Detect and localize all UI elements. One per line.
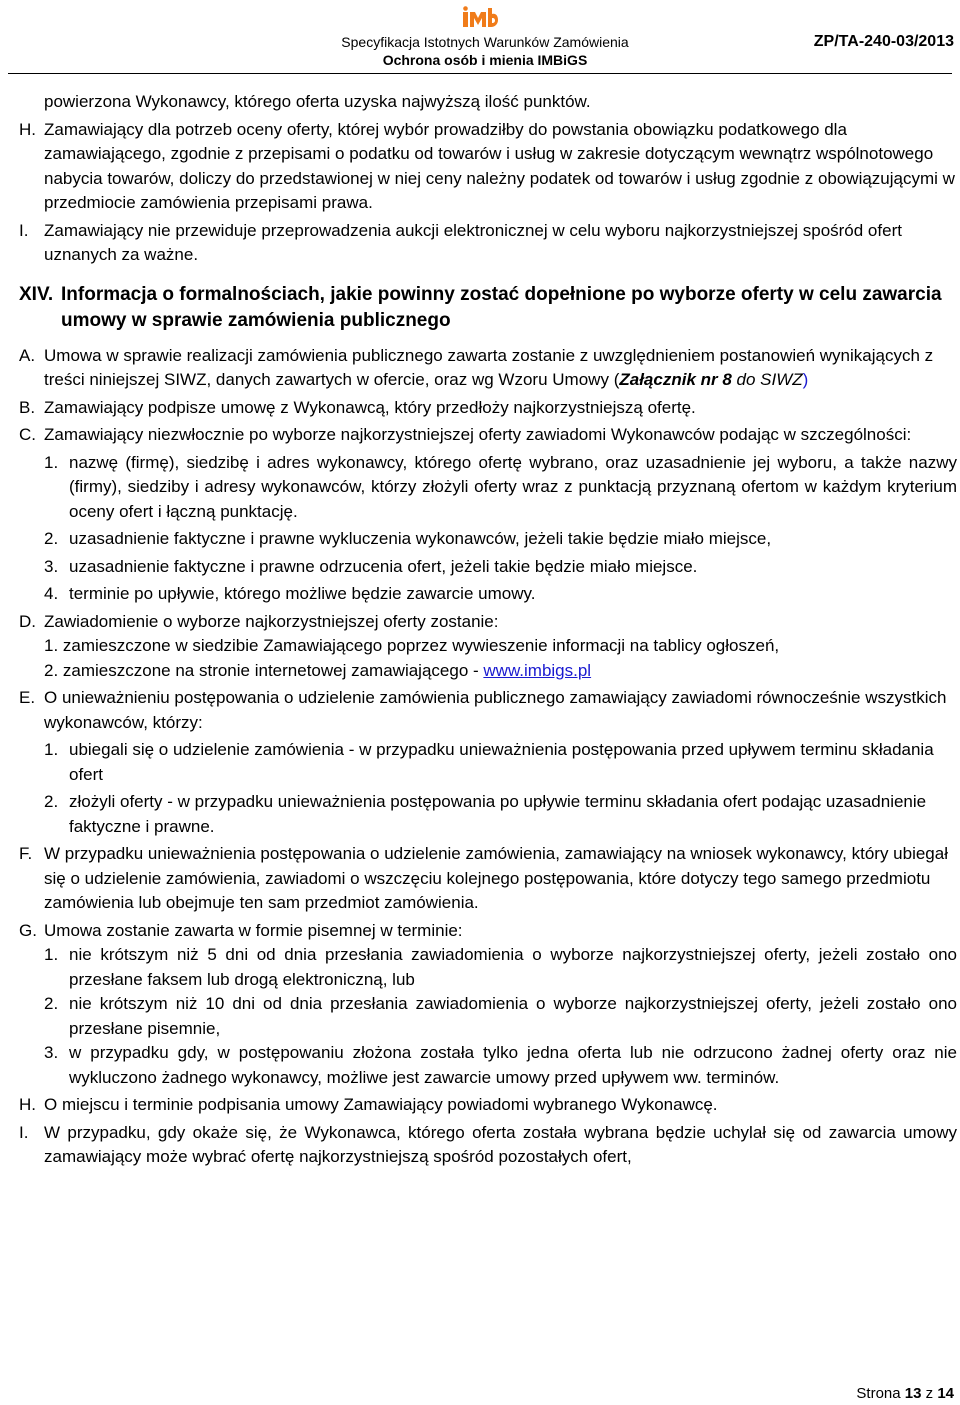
section-heading [19, 282, 957, 334]
website-link[interactable]: www.imbigs.pl [483, 660, 592, 680]
item-i2: I. W przypadku, gdy okaże się, że Wykonawca, którego oferta została wybrana będzie uchylał się od zawarcia umowy zamawiający może wybrać ofertę najkorzystniejszą spośród pozostałych ofert, [19, 1122, 957, 1166]
document-body [19, 90, 957, 1170]
item-label: C. [19, 425, 36, 444]
item-d: D. Zawiadomienie o wyborze najkorzystniejszej oferty zostanie: [19, 610, 957, 635]
item-label: H. [19, 119, 36, 139]
list-item: 2. nie krótszym niż 10 dni od dnia przesłania zawiadomienia o wyborze najkorzystniejszej oferty, jeżeli zostało ono przesłane pisemnie, [44, 994, 957, 1038]
item-label: I. [19, 220, 29, 240]
header-title: Specyfikacja Istotnych Warunków Zamówienia [341, 34, 629, 50]
section-number: XIV. [19, 283, 54, 305]
list-item: 4. terminie po upływie, którego możliwe będzie zawarcie umowy. [44, 584, 536, 603]
list-item: 1. zamieszczone w siedzibie Zamawiającego poprzez wywieszenie informacji na tablicy ogłoszeń, [44, 636, 780, 655]
intro-line: powierzona Wykonawcy, którego oferta uzyska najwyższą ilość punktów. [44, 92, 591, 111]
item-text: Zamawiający dla potrzeb oceny oferty, której wybór prowadziłby do powstania obowiązku podatkowego dla zamawiającego, zgodnie z przepisami o podatku od towarów i usług w zakresie dotyczącym wewnątrz wspólnotowego nabycia towarów, doliczy do przedstawionej w niej ceny należny podatek od towarów i usług zgodnie z obowiązującymi w przedmiocie zamówienia przepisami prawa. [44, 119, 955, 212]
item-label: I. [19, 1122, 29, 1142]
page-separator: z [925, 1385, 934, 1402]
list-item: 3. uzasadnienie faktyczne i prawne odrzucenia ofert, jeżeli takie będzie miało miejsce. [44, 556, 698, 576]
page-footer [856, 1385, 954, 1402]
page-total: 14 [937, 1385, 954, 1402]
list-item: 1. nie krótszym niż 5 dni od dnia przesłania zawiadomienia o wyborze najkorzystniejszej oferty, jeżeli zostało ono przesłane faksem lub drogą elektroniczną, lub [44, 945, 957, 989]
item-i [19, 219, 957, 268]
page-header [0, 0, 960, 75]
header-reference: ZP/TA-240-03/2013 [813, 33, 954, 50]
item-label: H. [19, 1095, 36, 1114]
item-label: G. [19, 920, 37, 940]
page-current: 13 [904, 1385, 922, 1402]
list-item: 2. złożyli oferty - w przypadku unieważnienia postępowania po upływie terminu składania ofert podając uzasadnienie faktyczne i prawne. [44, 792, 927, 836]
header-subtitle: Ochrona osób i mienia IMBiGS [382, 52, 588, 68]
item-b: B. Zamawiający podpisze umowę z Wykonawcą, który przedłoży najkorzystniejszą ofertę. [19, 396, 957, 421]
item-g: G. Umowa zostanie zawarta w formie pisemnej w terminie: [19, 919, 957, 944]
page-word: Strona [856, 1385, 901, 1402]
item-a: A. Umowa w sprawie realizacji zamówienia publicznego zawarta zostanie z uwzględnieniem postanowień wynikających z treści niniejszej SIWZ, danych zawartych w ofercie, oraz wg Wzoru Umowy (Załącznik nr 8 do SIWZ) [19, 345, 934, 389]
item-label: F. [19, 844, 33, 863]
list-item: 3. w przypadku gdy, w postępowaniu złożona została tylko jedna oferta lub nie odrzucono żadnej oferty oraz nie wykluczono żadnego wykonawcy, możliwe jest zawarcie umowy przed upływem ww. terminów. [44, 1043, 957, 1087]
item-label: E. [19, 688, 36, 707]
item-label: A. [19, 345, 36, 365]
list-item: 2. uzasadnienie faktyczne i prawne wykluczenia wykonawców, jeżeli takie będzie miało miejsce, [44, 529, 772, 548]
header-divider [8, 73, 952, 74]
item-h [19, 118, 957, 216]
imb-logo-icon [462, 6, 498, 28]
item-label: D. [19, 611, 36, 631]
item-f: F. W przypadku unieważnienia postępowania o udzielenie zamówienia, zamawiający na wniosek wykonawcy, który ubiegał się o udzielenie zamówienia, zawiadomi o wszczęciu kolejnego postępowania, które dotyczy tego samego przedmiotu zamówienia lub obejmuje ten sam przedmiot zamówienia. [19, 844, 948, 912]
attachment-reference: Załącznik nr 8 [619, 370, 732, 389]
item-text: Zamawiający nie przewiduje przeprowadzenia aukcji elektronicznej w celu wyboru najkorzystniejszej spośród ofert uznanych za ważne. [44, 220, 902, 264]
item-e: E. O unieważnieniu postępowania o udzielenie zamówienia publicznego zamawiający zawiadomi równocześnie wszystkich wykonawców, którzy: [19, 688, 947, 732]
item-h2: H. O miejscu i terminie podpisania umowy Zamawiający powiadomi wybranego Wykonawcę. [19, 1093, 957, 1118]
item-label: B. [19, 397, 36, 417]
section-title: Informacja o formalnościach, jakie powinny zostać dopełnione po wyborze oferty w celu zawarcia umowy w sprawie zamówienia publicznego [61, 283, 942, 331]
list-item: 2. zamieszczone na stronie internetowej zamawiającego - www.imbigs.pl [44, 660, 592, 680]
list-item: 1. ubiegali się o udzielenie zamówienia - w przypadku unieważnienia postępowania przed upływem terminu składania ofert [44, 740, 934, 784]
list-item: 1. nazwę (firmę), siedzibę i adres wykonawcy, którego ofertę wybrano, oraz uzasadnienie jej wyboru, a także nazwy (firmy), siedziby i adresy wykonawców, którzy złożyli oferty wraz z punktacją przyznaną ofertom w każdym kryterium oceny ofert i łączną punktację. [44, 452, 957, 521]
item-c: C. Zamawiający niezwłocznie po wyborze najkorzystniejszej oferty zawiadomi Wykonawców podając w szczególności: [19, 423, 957, 448]
